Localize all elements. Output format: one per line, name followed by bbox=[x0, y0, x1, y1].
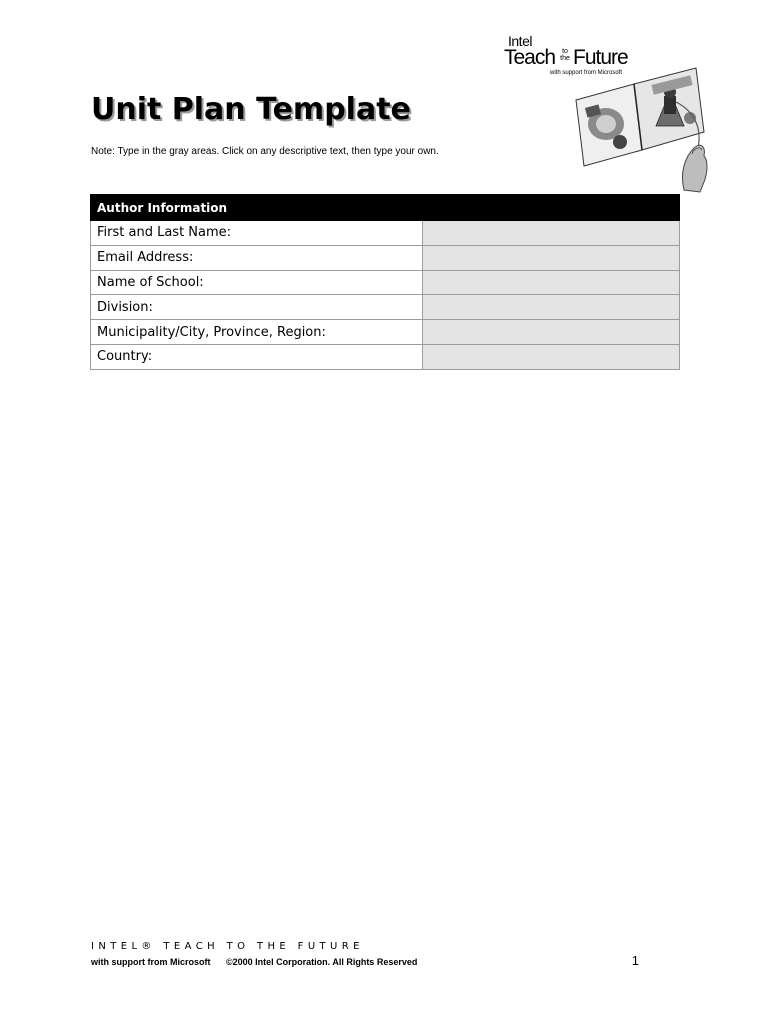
author-row-country bbox=[91, 344, 680, 369]
page-number: 1 bbox=[631, 953, 639, 968]
first-last-name-field[interactable] bbox=[423, 221, 680, 246]
author-row-email bbox=[91, 245, 680, 270]
author-row-name bbox=[91, 221, 680, 246]
logo-teach-text: Teach bbox=[504, 46, 556, 69]
school-name-label[interactable]: Name of School: bbox=[91, 270, 423, 295]
footer-support-text: with support from Microsoft bbox=[91, 957, 211, 967]
email-address-field[interactable] bbox=[423, 245, 680, 270]
author-information-table bbox=[90, 194, 680, 370]
country-field[interactable] bbox=[423, 344, 680, 369]
email-address-label[interactable]: Email Address: bbox=[91, 245, 423, 270]
first-last-name-label[interactable]: First and Last Name: bbox=[91, 221, 423, 246]
author-row-division bbox=[91, 295, 680, 320]
municipality-label[interactable]: Municipality/City, Province, Region: bbox=[91, 320, 423, 345]
footer-copyright: ©2000 Intel Corporation. All Rights Reserved bbox=[226, 957, 418, 967]
instruction-note: Note: Type in the gray areas. Click on any descriptive text, then type your own. bbox=[91, 146, 439, 157]
footer-brand: INTEL® TEACH TO THE FUTURE bbox=[91, 941, 364, 952]
school-name-field[interactable] bbox=[423, 270, 680, 295]
division-field[interactable] bbox=[423, 295, 680, 320]
logo-intel-text: Intel bbox=[508, 33, 532, 49]
division-label[interactable]: Division: bbox=[91, 295, 423, 320]
book-illustration-icon bbox=[572, 62, 712, 194]
author-row-municipality bbox=[91, 320, 680, 345]
country-label[interactable]: Country: bbox=[91, 344, 423, 369]
author-table-header-row bbox=[91, 195, 680, 221]
author-information-heading: Author Information bbox=[91, 195, 680, 221]
page-title: Unit Plan Template bbox=[91, 92, 411, 127]
municipality-field[interactable] bbox=[423, 320, 680, 345]
logo-support-text: with support from Microsoft bbox=[550, 70, 623, 76]
logo-future-text: Future bbox=[573, 46, 628, 69]
author-row-school bbox=[91, 270, 680, 295]
logo-to-the-text: to the bbox=[560, 48, 570, 62]
